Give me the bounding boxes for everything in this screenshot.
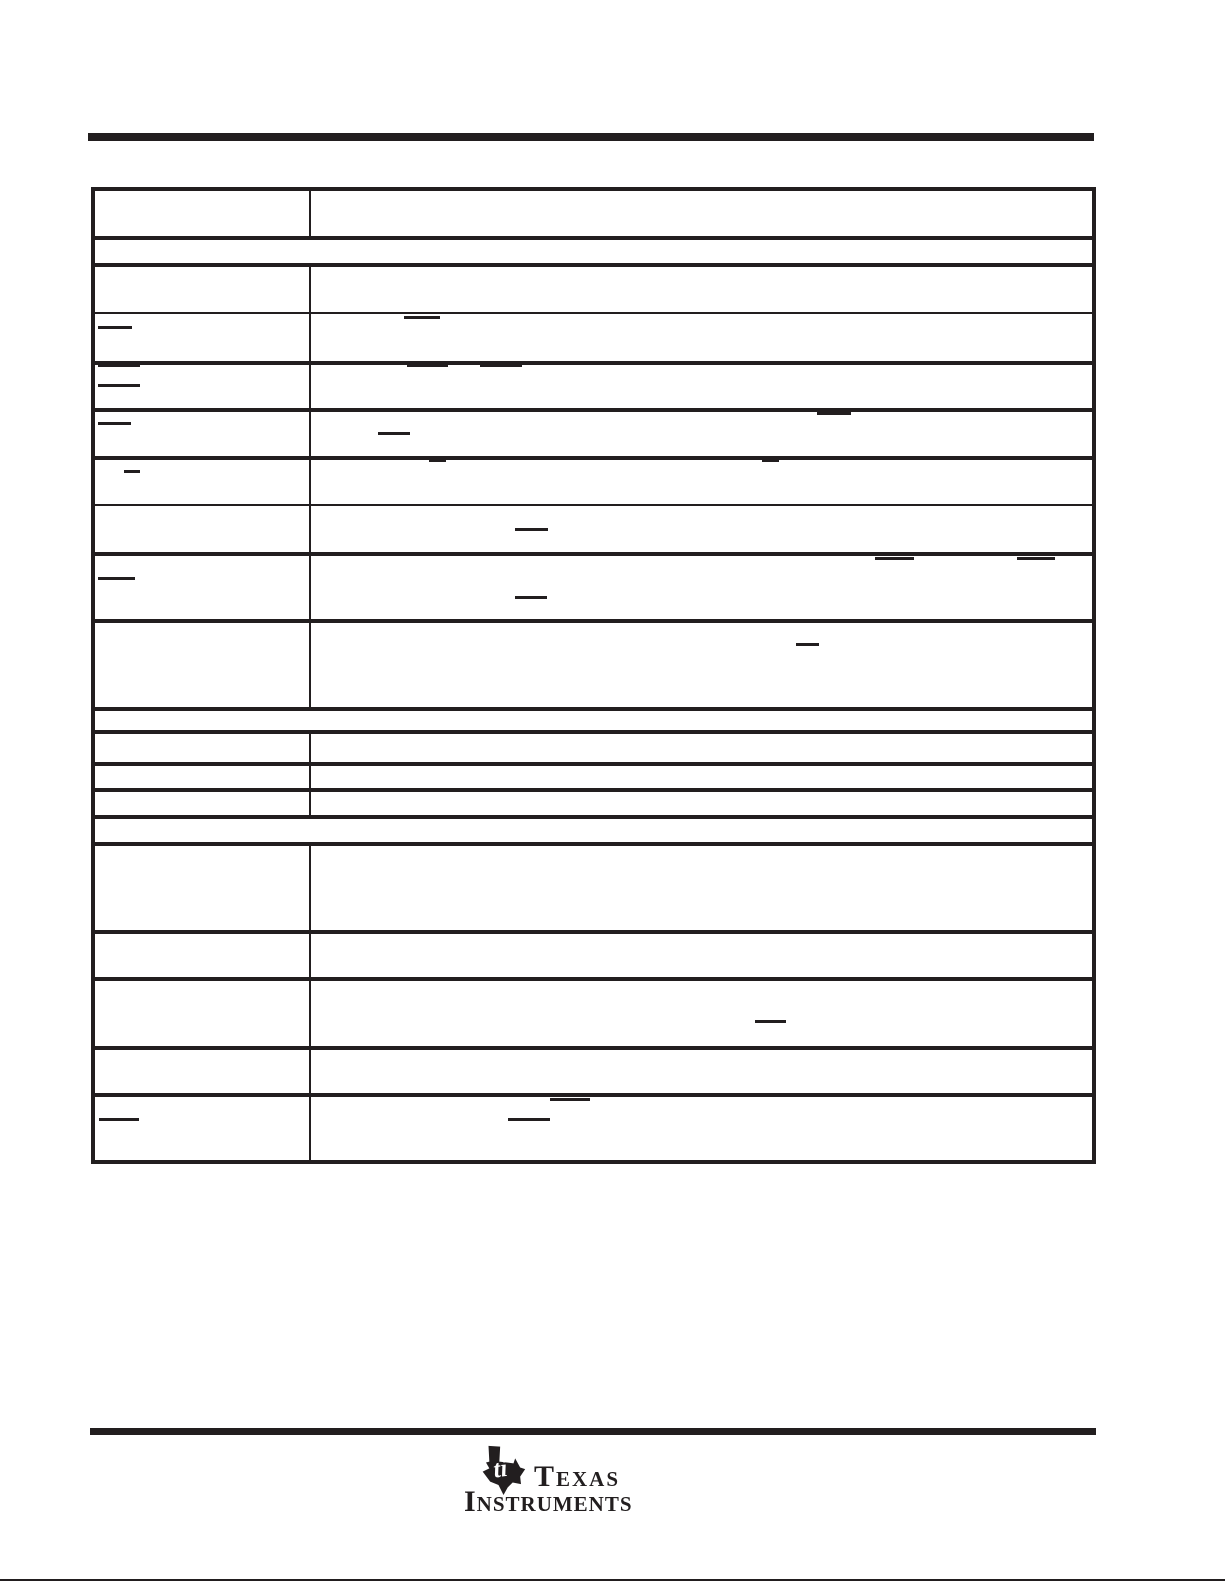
table-row [95,412,1092,460]
pin-name-cell [95,506,311,552]
table-row [95,365,1092,412]
section-header-cell [95,711,1092,730]
description-cell [311,314,1092,361]
description-cell [311,506,1092,552]
description-cell [311,1097,1092,1160]
description-cell [311,267,1092,312]
section-header-cell [95,240,1092,263]
table-header-row [95,191,1092,240]
table-row [95,1097,1092,1160]
table-row [95,1050,1092,1097]
table-row [95,506,1092,556]
footer-divider-bar [90,1428,1096,1435]
description-cell [311,460,1092,504]
table-row [95,314,1092,365]
pin-name-cell [95,846,311,930]
terminal-header-cell [95,191,311,236]
pin-name-cell [95,792,311,815]
table-row [95,934,1092,981]
description-cell [311,1050,1092,1093]
pin-name-cell [95,981,311,1046]
section-header-row [95,711,1092,734]
table-row [95,792,1092,819]
table-row [95,981,1092,1050]
section-header-cell [95,819,1092,842]
pin-name-cell [95,267,311,312]
section-header-row [95,240,1092,267]
description-cell [311,623,1092,707]
pin-name-cell [95,734,311,762]
pin-name-cell [95,460,311,504]
pin-name-cell [95,556,311,619]
terminal-functions-table [91,187,1096,1164]
description-cell [311,934,1092,977]
pin-name-cell [95,314,311,361]
description-cell [311,365,1092,408]
top-divider-bar [88,133,1094,141]
table-row [95,623,1092,711]
pin-name-cell [95,365,311,408]
pin-name-cell [95,623,311,707]
pin-name-cell [95,1050,311,1093]
table-row [95,766,1092,792]
table-row [95,556,1092,623]
table-row [95,846,1092,934]
page-bottom-rule [0,1579,1225,1581]
table-row [95,460,1092,506]
description-cell [311,981,1092,1046]
description-cell [311,766,1092,788]
brand-name-instruments: Instruments [464,1485,633,1518]
pin-name-cell [95,934,311,977]
pin-name-cell [95,412,311,456]
description-cell [311,734,1092,762]
description-cell [311,846,1092,930]
pin-name-cell [95,1097,311,1160]
svg-text:ti: ti [491,1454,510,1484]
table-row [95,734,1092,766]
description-cell [311,412,1092,456]
description-header-cell [311,191,1092,236]
description-cell [311,792,1092,815]
table-row [95,267,1092,314]
brand-name-texas: Texas [534,1460,621,1493]
pin-name-cell [95,766,311,788]
section-header-row [95,819,1092,846]
ti-logo [462,1442,722,1522]
description-cell [311,556,1092,619]
